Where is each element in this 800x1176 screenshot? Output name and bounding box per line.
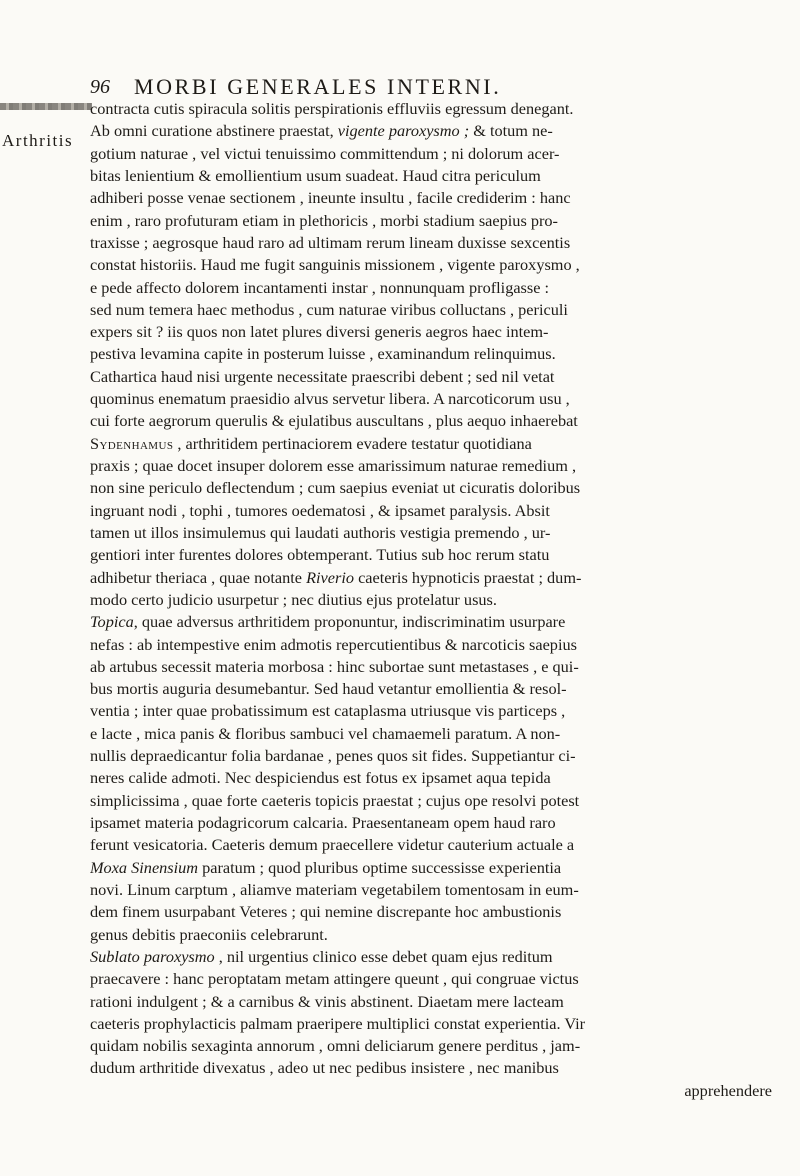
text-span: enim , raro profuturam etiam in plethoricis , morbi stadium saepius pro- xyxy=(90,210,558,230)
text-span: bus mortis auguria desumebantur. Sed haud vetantur emollientia & resol- xyxy=(90,679,567,699)
text-line xyxy=(90,767,772,789)
text-line xyxy=(90,1080,772,1102)
text-span: ingruant nodi , tophi , tumores oedematosi , & ipsamet paralysis. Absit xyxy=(90,500,550,520)
text-line xyxy=(90,299,772,321)
text-line xyxy=(90,857,772,879)
text-line xyxy=(90,678,772,700)
text-span: , quae adversus arthritidem proponuntur, indiscriminatim usurpare xyxy=(133,612,566,632)
text-span: , arthritidem pertinaciorem evadere testatur quotidiana xyxy=(173,433,532,453)
text-span: quidam nobilis sexaginta annorum , omni deliciarum genere perditus , jam- xyxy=(90,1036,581,1056)
text-span: contracta cutis spiracula solitis perspirationis effluviis egressum denegant. xyxy=(90,99,574,118)
header-rule xyxy=(0,103,92,110)
text-line xyxy=(90,120,772,142)
text-line xyxy=(90,410,772,432)
body-text xyxy=(90,98,772,1102)
text-span: gotium naturae , vel victui tenuissimo committendum ; ni dolorum acer- xyxy=(90,143,560,163)
text-line xyxy=(90,366,772,388)
text-line xyxy=(90,611,772,633)
text-line xyxy=(90,723,772,745)
text-line xyxy=(90,991,772,1013)
text-span: praxis ; quae docet insuper dolorem esse amarissimum naturae remedium , xyxy=(90,456,577,475)
text-span: , nil urgentius clinico esse debet quam ejus reditum xyxy=(214,946,553,966)
text-span: caeteris prophylacticis palmam praeripere multiplici constat experientia. Vir xyxy=(90,1013,586,1033)
text-span: nefas : ab intempestive enim admotis repercutientibus & narcoticis saepius xyxy=(90,634,577,654)
text-line xyxy=(90,589,772,611)
text-span: constat historiis. Haud me fugit sanguinis missionem , vigente paroxysmo , xyxy=(90,255,580,275)
text-span: ventia ; inter quae probatissimum est cataplasma utriusque vis particeps , xyxy=(90,701,566,721)
text-line xyxy=(90,946,772,968)
text-line xyxy=(90,879,772,901)
text-span: dem finem usurpabant Veteres ; qui nemine discrepante hoc ambustionis xyxy=(90,902,562,922)
text-line xyxy=(90,1057,772,1079)
text-line xyxy=(90,165,772,187)
italic-text: Moxa Sinensium xyxy=(90,857,199,877)
text-span: sed num temera haec methodus , cum naturae viribus colluctans , periculi xyxy=(90,299,568,319)
text-line xyxy=(90,790,772,812)
text-line xyxy=(90,321,772,343)
text-line xyxy=(90,477,772,499)
margin-note: Arthritis xyxy=(2,131,74,150)
smallcaps-text: Sydenhamus xyxy=(90,433,174,453)
text-span: ipsamet materia podagricorum calcaria. Praesentaneam opem haud raro xyxy=(90,813,556,832)
text-span: non sine periculo deflectendum ; cum saepius eveniat ut cicuratis doloribus xyxy=(90,478,581,498)
text-line xyxy=(90,254,772,276)
text-span: novi. Linum carptum , aliamve materiam vegetabilem tomentosam in eum- xyxy=(90,879,579,899)
text-span: traxisse ; aegrosque haud raro ad ultimam rerum lineam duxisse sexcentis xyxy=(90,232,571,252)
text-span: modo certo judicio usurpetur ; nec diutius ejus protelatur usus. xyxy=(90,589,497,609)
text-span: apprehendere xyxy=(684,1080,772,1100)
text-line xyxy=(90,187,772,209)
text-line xyxy=(90,522,772,544)
text-line xyxy=(90,700,772,722)
text-span: paratum ; quod pluribus optime successisse experientia xyxy=(198,857,562,877)
text-span: ferunt vesicatoria. Caeteris demum praecellere videtur cauterium actuale a xyxy=(90,835,575,855)
page-number: 96 xyxy=(90,76,110,98)
text-span: e lacte , mica panis & floribus sambuci vel chamaemeli paratum. A non- xyxy=(90,723,561,743)
text-line xyxy=(90,343,772,365)
text-line xyxy=(90,924,772,946)
text-line xyxy=(90,812,772,834)
text-line xyxy=(90,656,772,678)
text-line xyxy=(90,745,772,767)
italic-text: vigente paroxysmo ; xyxy=(337,121,470,141)
text-span: pestiva levamina capite in posterum luisse , examinandum relinquimus. xyxy=(90,344,556,364)
text-line xyxy=(90,455,772,477)
text-span: simplicissima , quae forte caeteris topicis praestat ; cujus ope resolvi potest xyxy=(90,790,580,810)
text-line xyxy=(90,567,772,589)
text-line xyxy=(90,500,772,522)
italic-text: Topica xyxy=(90,612,134,632)
italic-text: Sublato paroxysmo xyxy=(90,946,215,966)
text-line xyxy=(90,901,772,923)
text-line xyxy=(90,634,772,656)
text-span: tamen ut illos insimulemus qui laudati authoris vestigia premendo , ur- xyxy=(90,522,551,542)
text-span: quominus enematum praesidio alvus servetur libera. A narcoticorum usu , xyxy=(90,389,570,409)
text-line xyxy=(90,968,772,990)
text-line xyxy=(90,98,772,120)
text-line xyxy=(90,544,772,566)
text-span: gentiori inter furentes dolores obtemperant. Tutius sub hoc rerum statu xyxy=(90,545,550,565)
text-span: praecavere : hanc peroptatam metam attingere queunt , qui congruae victus xyxy=(90,969,579,989)
text-span: neres calide admoti. Nec despiciendus est fotus ex ipsamet aqua tepida xyxy=(90,768,551,788)
text-span: dudum arthritide divexatus , adeo ut nec pedibus insistere , nec manibus xyxy=(90,1058,559,1078)
text-span: Cathartica haud nisi urgente necessitate praescribi debent ; sed nil vetat xyxy=(90,366,555,386)
text-span: & totum ne- xyxy=(469,121,553,141)
text-span: Ab omni curatione abstinere praestat, xyxy=(90,121,338,141)
text-span: rationi indulgent ; & a carnibus & vinis abstinent. Diaetam mere lacteam xyxy=(90,991,564,1011)
text-span: ab artubus secessit materia morbosa : hinc subortae sunt metastases , e qui- xyxy=(90,656,579,676)
text-line xyxy=(90,210,772,232)
text-line xyxy=(90,1035,772,1057)
text-line xyxy=(90,834,772,856)
text-span: genus debitis praeconiis celebrarunt. xyxy=(90,924,328,944)
running-head: MORBI GENERALES INTERNI. xyxy=(134,74,502,99)
text-span: e pede affecto dolorem incantamenti instar , nonnunquam profligasse : xyxy=(90,277,550,297)
text-span: adhibetur theriaca , quae notante xyxy=(90,567,307,587)
text-line xyxy=(90,433,772,455)
text-span: caeteris hypnoticis praestat ; dum- xyxy=(354,567,582,587)
text-span: bitas lenientium & emollientium usum suadeat. Haud citra periculum xyxy=(90,165,541,185)
text-span: expers sit ? iis quos non latet plures diversi generis aegros haec intem- xyxy=(90,322,549,342)
text-span: adhiberi posse venae sectionem , ineunte insultu , facile crediderim : hanc xyxy=(90,188,571,208)
text-line xyxy=(90,277,772,299)
text-line xyxy=(90,388,772,410)
text-line xyxy=(90,1013,772,1035)
italic-text: Riverio xyxy=(306,567,354,587)
text-line xyxy=(90,232,772,254)
text-line xyxy=(90,143,772,165)
text-span: cui forte aegrorum querulis & ejulatibus auscultans , plus aequo inhaerebat xyxy=(90,411,578,431)
text-span: nullis depraedicantur folia bardanae , penes quos sit fides. Suppetiantur ci- xyxy=(90,746,576,766)
